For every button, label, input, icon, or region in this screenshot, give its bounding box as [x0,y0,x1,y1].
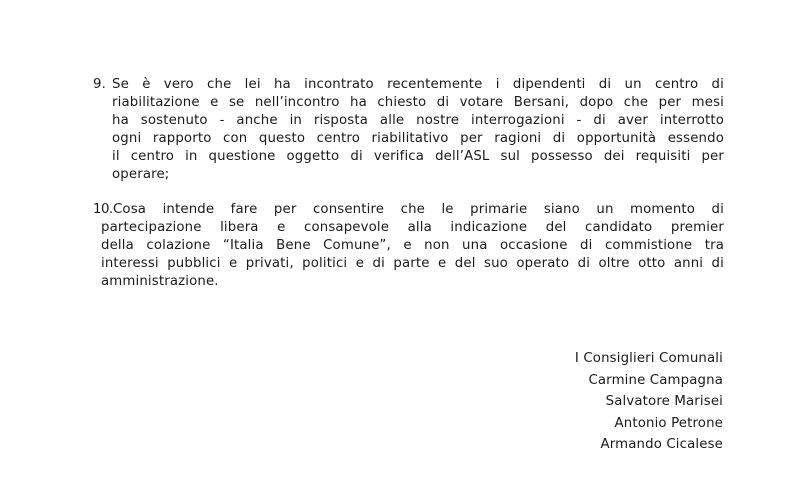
signature-name: Antonio Petrone [614,415,723,431]
item-number: 9. [93,77,106,92]
item-line: della colazione “Italia Bene Comune”, e non una occasione di commistione tra [101,238,724,253]
signature-name: Carmine Campagna [588,372,723,388]
list-item-10 [93,201,724,291]
signature-block [575,348,723,456]
item-line: Se è vero che lei ha incontrato recentemente i dipendenti di un centro di [112,77,724,92]
item-line: partecipazione libera e consapevole alla indicazione del candidato premier [101,220,724,235]
item-line: riabilitazione e se nell’incontro ha chiesto di votare Bersani, dopo che per mesi [112,95,724,110]
list-item-9 [93,76,724,184]
item-line: Cosa intende fare per consentire che le primarie siano un momento di [113,202,724,217]
item-line: il centro in questione oggetto di verifica dell’ASL sul possesso dei requisiti per [112,149,724,164]
item-line: interessi pubblici e privati, politici e di parte e del suo operato di oltre otto anni di [101,256,724,271]
item-line: ogni rapporto con questo centro riabilitativo per ragioni di opportunità essendo [112,131,724,146]
signature-name: Salvatore Marisei [605,394,723,410]
item-line: operare; [112,167,170,182]
item-number: 10. [93,202,113,217]
signature-name: Armando Cicalese [600,437,723,453]
item-line: amministrazione. [101,274,219,289]
signature-heading: I Consiglieri Comunali [574,351,723,366]
item-line: ha sostenuto - anche in risposta alle nostre interrogazioni - di aver interrotto [112,113,724,128]
